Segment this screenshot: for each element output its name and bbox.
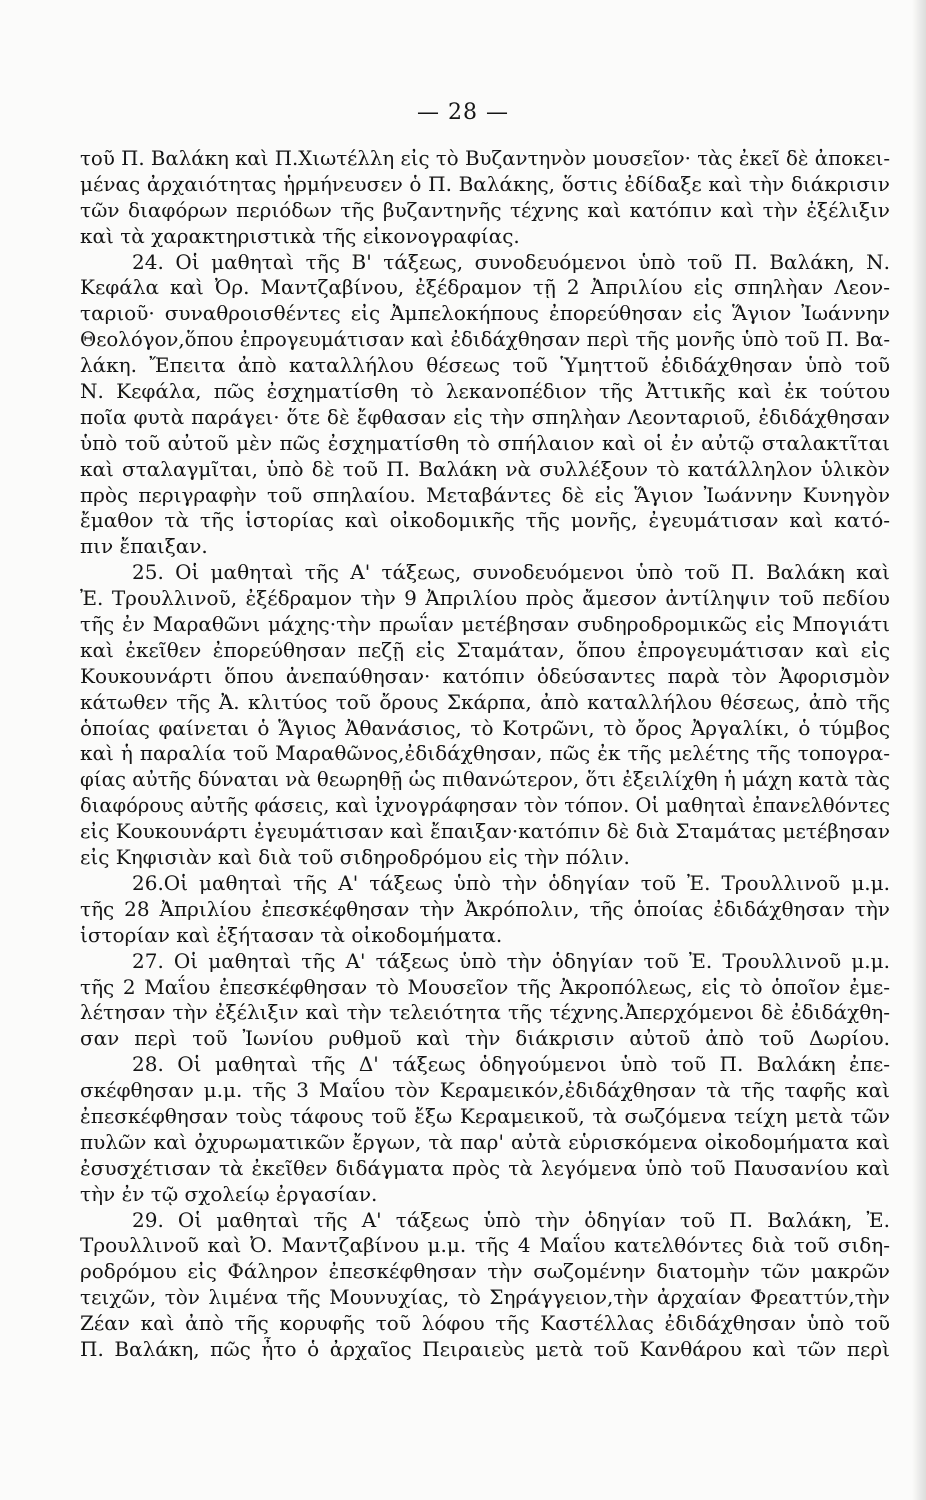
text-line: εἰς Κηφισιὰν καὶ διὰ τοῦ σιδηροδρόμου εἰς τὴν πόλιν. [80, 845, 630, 870]
text-line: Π. Βαλάκη, πῶς ἦτο ὁ ἀρχαῖος Πειραιεὺς μετὰ τοῦ Κανθάρου καὶ τῶν περὶ [80, 1336, 890, 1361]
text-line: ἐσυσχέτισαν τὰ ἐκεῖθεν διδάγματα πρὸς τὰ λεγόμενα ὑπὸ τοῦ Παυσανίου καὶ [80, 1155, 890, 1180]
text-line: τῶν διαφόρων περιόδων τῆς βυζαντηνῆς τέχνης καὶ κατόπιν καὶ τὴν ἐξέλιξιν [80, 197, 890, 222]
text-line: Θεολόγον,ὅπου ἐπρογευμάτισαν καὶ ἐδιδάχθησαν περὶ τῆς μονῆς ὑπὸ τοῦ Π. Βα- [80, 327, 890, 352]
text-line: 29. Οἱ μαθηταὶ τῆς Α' τάξεως ὑπὸ τὴν ὁδηγίαν τοῦ Π. Βαλάκη, Ἐ. [132, 1207, 890, 1232]
text-line: 26.Οἱ μαθηταὶ τῆς Α' τάξεως ὑπὸ τὴν ὁδηγίαν τοῦ Ἐ. Τρουλλινοῦ μ.μ. [132, 870, 890, 895]
text-line: 24. Οἱ μαθηταὶ τῆς Β' τάξεως, συνοδευόμενοι ὑπὸ τοῦ Π. Βαλάκη, Ν. [132, 249, 890, 274]
text-line: τὴν ἐν τῷ σχολείῳ ἐργασίαν. [80, 1181, 378, 1206]
text-line: ταριοῦ· συναθροισθέντες εἰς Ἀμπελοκήπους ἐπορεύθησαν εἰς Ἅγιον Ἰωάννην [80, 301, 890, 326]
text-line: ποῖα φυτὰ παράγει· ὅτε δὲ ἔφθασαν εἰς τὴν σπηλὴαν Λεονταριοῦ, ἐδιδάχθησαν [80, 404, 890, 429]
page-edge-shadow [912, 0, 926, 1500]
text-line: Κεφάλα καὶ Ὀρ. Μαντζαβίνου, ἐξέδραμον τῇ 2 Ἀπριλίου εἰς σπηλὴαν Λεον- [80, 275, 890, 300]
text-line: ἱστορίαν καὶ ἐξήτασαν τὰ οἰκοδομήματα. [80, 922, 503, 947]
text-line: σκέφθησαν μ.μ. τῆς 3 Μαΐου τὸν Κεραμεικόν,ἐδιδάχθησαν τὰ τῆς ταφῆς καὶ [80, 1078, 890, 1103]
text-line: τειχῶν, τὸν λιμένα τῆς Μουνυχίας, τὸ Σηράγγειον,τὴν ἀρχαίαν Φρεαττύν,τὴν [80, 1285, 890, 1310]
text-line: φίας αὐτῆς δύναται νὰ θεωρηθῇ ὡς πιθανώτερον, ὅτι ἐξειλίχθη ἡ μάχη κατὰ τὰς [80, 767, 890, 792]
text-line: καὶ ἐκεῖθεν ἐπορεύθησαν πεζῇ εἰς Σταμάταν, ὅπου ἐπρογευμάτισαν καὶ εἰς [80, 637, 890, 662]
text-line: τοῦ Π. Βαλάκη καὶ Π.Χιωτέλλη εἰς τὸ Βυζαντηνὸν μουσεῖον· τὰς ἐκεῖ δὲ ἀποκει- [80, 146, 890, 170]
text-line: ὁποίας φαίνεται ὁ Ἅγιος Ἀθανάσιος, τὸ Κοτρῶνι, τὸ ὄρος Ἀργαλίκι, ὁ τύμβος [80, 715, 890, 740]
text-line: εἰς Κουκουνάρτι ἐγευμάτισαν καὶ ἔπαιξαν·κατόπιν δὲ διὰ Σταμάτας μετέβησαν [80, 819, 890, 844]
text-line: ροδρόμου εἰς Φάληρον ἐπεσκέφθησαν τὴν σωζομένην διατομὴν τῶν μακρῶν [80, 1259, 890, 1284]
text-line: καὶ τὰ χαρακτηριστικὰ τῆς εἰκονογραφίας. [80, 223, 520, 248]
text-line: Ν. Κεφάλα, πῶς ἐσχηματίσθη τὸ λεκανοπέδιον τῆς Ἀττικῆς καὶ ἐκ τούτου [80, 379, 890, 404]
text-line: 27. Οἱ μαθηταὶ τῆς Α' τάξεως ὑπὸ τὴν ὁδηγίαν τοῦ Ἐ. Τρουλλινοῦ μ.μ. [132, 948, 890, 973]
text-line: τῆς ἐν Μαραθῶνι μάχης·τὴν πρωΐαν μετέβησαν συδηροδρομικῶς εἰς Μπογιάτι [80, 612, 890, 637]
text-line: Τρουλλινοῦ καὶ Ὀ. Μαντζαβίνου μ.μ. τῆς 4 Μαΐου κατελθόντες διὰ τοῦ σιδη- [80, 1233, 890, 1258]
text-line: Ζέαν καὶ ἀπὸ τῆς κορυφῆς τοῦ λόφου τῆς Καστέλλας ἐδιδάχθησαν ὑπὸ τοῦ [80, 1311, 890, 1336]
text-line: πιν ἔπαιξαν. [80, 534, 208, 559]
page-number: — 28 — [417, 100, 509, 125]
text-line: πρὸς περιγραφὴν τοῦ σπηλαίου. Μεταβάντες δὲ εἰς Ἅγιον Ἰωάννην Κυνηγὸν [80, 482, 890, 507]
text-line: διαφόρους αὐτῆς φάσεις, καὶ ἰχνογράφησαν τὸν τόπον. Οἱ μαθηταὶ ἐπανελθόντες [80, 793, 890, 818]
text-line: Κουκουνάρτι ὅπου ἀνεπαύθησαν· κατόπιν ὁδεύσαντες παρὰ τὸν Ἀφορισμὸν [80, 663, 890, 688]
text-line: κάτωθεν τῆς Ἀ. κλιτύος τοῦ ὄρους Σκάρπα, ἀπὸ καταλλήλου θέσεως, ἀπὸ τῆς [80, 689, 890, 714]
text-line: λάκη. Ἔπειτα ἀπὸ καταλλήλου θέσεως τοῦ Ὑμηττοῦ ἐδιδάχθησαν ὑπὸ τοῦ [80, 353, 890, 378]
text-line: καὶ σταλαγμῖται, ὑπὸ δὲ τοῦ Π. Βαλάκη νὰ συλλέξουν τὸ κατάλληλον ὑλικὸν [80, 456, 890, 481]
text-line: ἐπεσκέφθησαν τοὺς τάφους τοῦ ἔξω Κεραμεικοῦ, τὰ σωζόμενα τείχη μετὰ τῶν [80, 1103, 890, 1128]
text-line: ὑπὸ τοῦ αὐτοῦ μὲν πῶς ἐσχηματίσθη τὸ σπήλαιον καὶ οἱ ἐν αὐτῷ σταλακτῖται [80, 430, 890, 455]
text-line: τῆς 28 Ἀπριλίου ἐπεσκέφθησαν τὴν Ἀκρόπολιν, τῆς ὁποίας ἐδιδάχθησαν τὴν [80, 896, 890, 921]
text-line: καὶ ἡ παραλία τοῦ Μαραθῶνος,ἐδιδάχθησαν, πῶς ἐκ τῆς μελέτης τῆς τοπογρα- [80, 741, 890, 766]
text-line: τῆς 2 Μαΐου ἐπεσκέφθησαν τὸ Μουσεῖον τῆς Ἀκροπόλεως, εἰς τὸ ὁποῖον ἐμε- [80, 974, 890, 999]
text-line: 25. Οἱ μαθηταὶ τῆς Α' τάξεως, συνοδευόμενοι ὑπὸ τοῦ Π. Βαλάκη καὶ [132, 560, 890, 585]
text-line: λέτησαν τὴν ἐξέλιξιν καὶ τὴν τελειότητα τῆς τέχνης.Ἀπερχόμενοι δὲ ἐδιδάχθη- [80, 1000, 890, 1025]
text-line: Ἐ. Τρουλλινοῦ, ἐξέδραμον τὴν 9 Ἀπριλίου πρὸς ἄμεσον ἀντίληψιν τοῦ πεδίου [80, 586, 890, 611]
text-line: σαν περὶ τοῦ Ἰωνίου ρυθμοῦ καὶ τὴν διάκρισιν αὐτοῦ ἀπὸ τοῦ Δωρίου. [80, 1026, 890, 1051]
text-line: ἔμαθον τὰ τῆς ἱστορίας καὶ οἰκοδομικῆς τῆς μονῆς, ἐγευμάτισαν καὶ κατό- [80, 508, 890, 533]
text-line: μένας ἀρχαιότητας ἡρμήνευσεν ὁ Π. Βαλάκης, ὅστις ἐδίδαξε καὶ τὴν διάκρισιν [80, 171, 890, 196]
text-line: πυλῶν καὶ ὀχυρωματικῶν ἔργων, τὰ παρ' αὐτὰ εὑρισκόμενα οἰκοδομήματα καὶ [80, 1129, 890, 1154]
text-line: 28. Οἱ μαθηταὶ τῆς Δ' τάξεως ὁδηγούμενοι ὑπὸ τοῦ Π. Βαλάκη ἐπε- [132, 1052, 890, 1077]
body-text [80, 146, 890, 1363]
